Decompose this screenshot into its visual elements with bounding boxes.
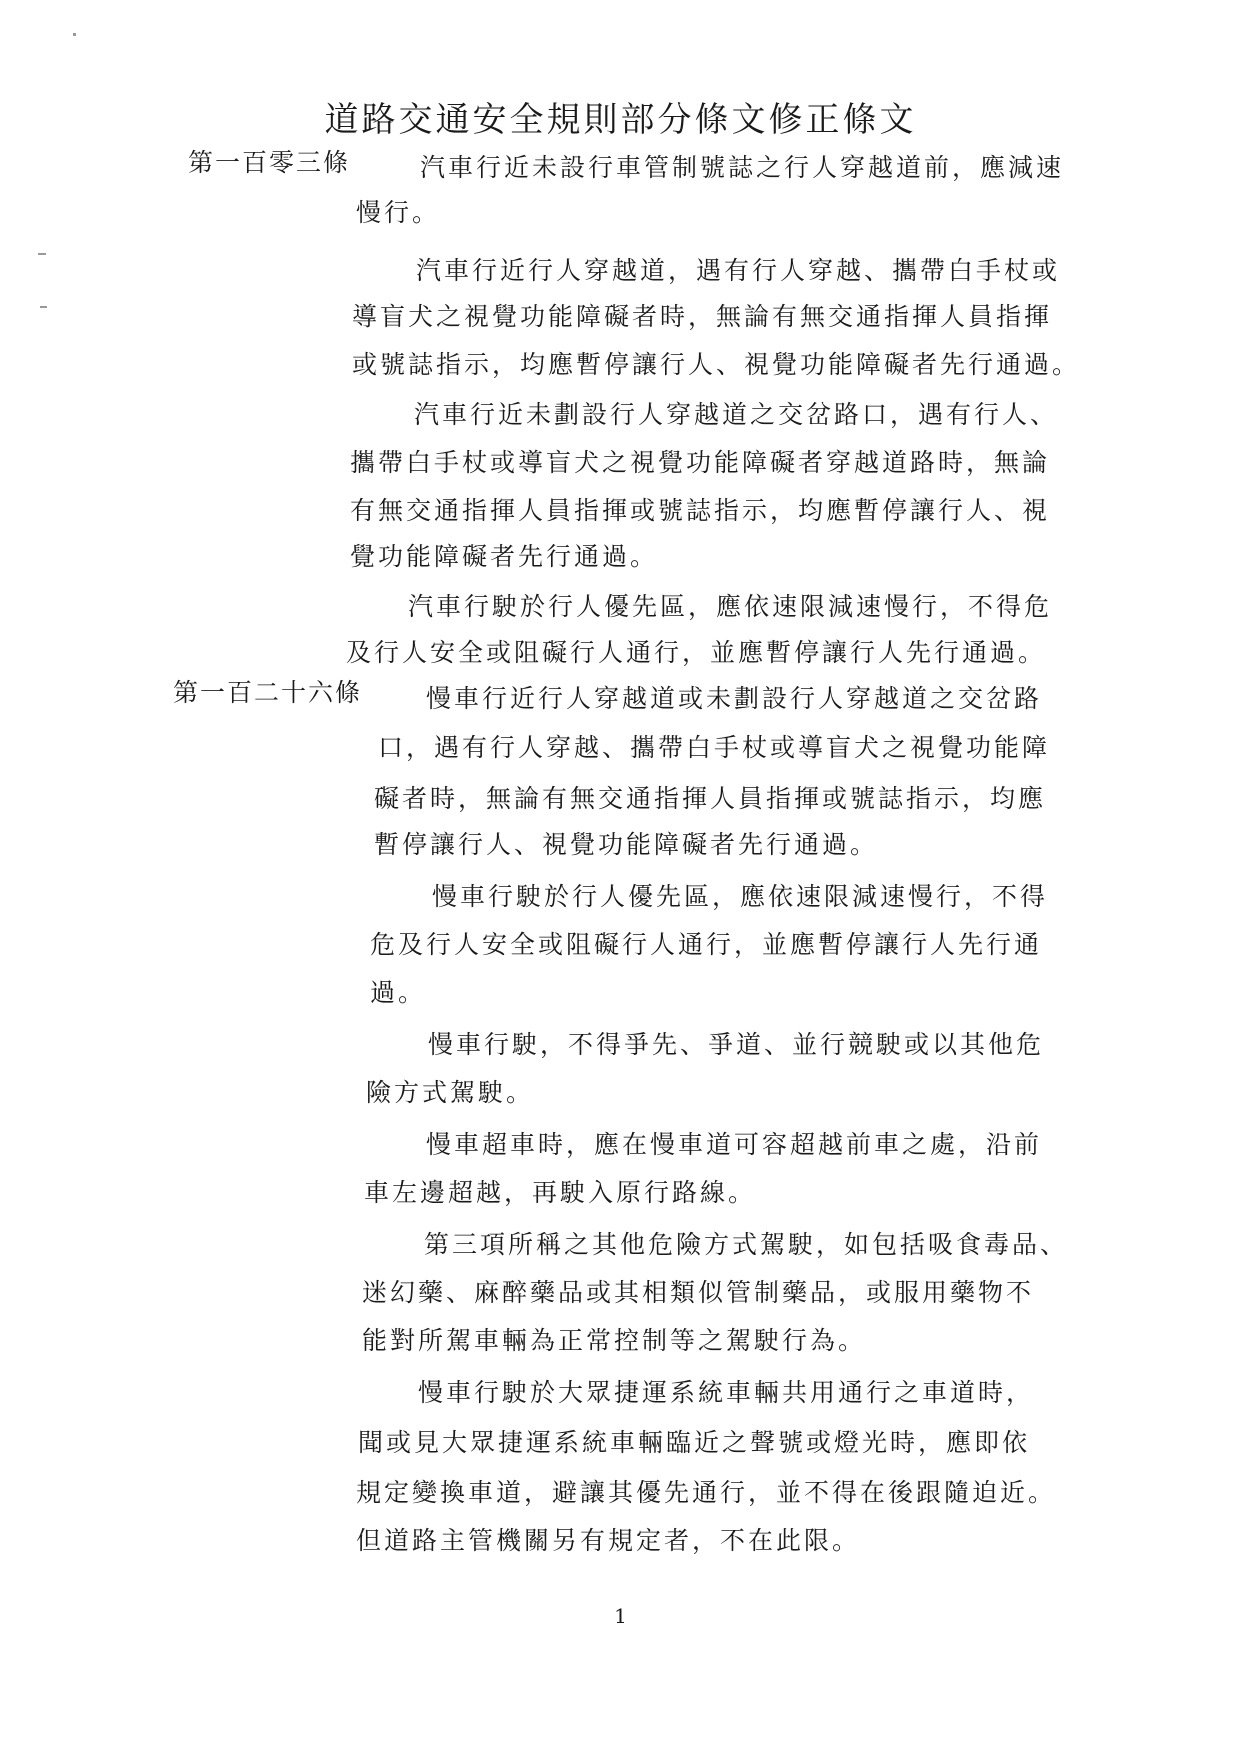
article-text-line: 慢行。: [356, 198, 441, 227]
article-text-line: 險方式駕駛。: [366, 1078, 535, 1107]
article-text-line: 慢車超車時，應在慢車道可容超越前車之處，沿前: [426, 1130, 1043, 1159]
article-text-line: 迷幻藥、麻醉藥品或其相類似管制藥品，或服用藥物不: [362, 1278, 1035, 1307]
scan-speck: [40, 306, 47, 308]
scan-speck: [38, 253, 46, 255]
article-text-line: 覺功能障礙者先行通過。: [350, 542, 659, 571]
article-text-line: 過。: [370, 978, 427, 1007]
page-number: 1: [614, 1604, 627, 1628]
article-text-line: 聞或見大眾捷運系統車輛臨近之聲號或燈光時，應即依: [358, 1428, 1031, 1457]
article-text-line: 但道路主管機關另有規定者，不在此限。: [356, 1526, 861, 1555]
article-text-line: 能對所駕車輛為正常控制等之駕駛行為。: [362, 1326, 867, 1355]
article-text-line: 規定變換車道，避讓其優先通行，並不得在後跟隨迫近。: [356, 1478, 1057, 1507]
article-text-line: 導盲犬之視覺功能障礙者時，無論有無交通指揮人員指揮: [352, 302, 1053, 331]
article-text-line: 汽車行近未劃設行人穿越道之交岔路口，遇有行人、: [414, 400, 1059, 429]
article-text-line: 慢車行近行人穿越道或未劃設行人穿越道之交岔路: [426, 684, 1043, 713]
article-text-line: 慢車行駛於行人優先區，應依速限減速慢行，不得: [432, 882, 1049, 911]
article-text-line: 慢車行駛，不得爭先、爭道、並行競駛或以其他危: [428, 1030, 1045, 1059]
document-title: 道路交通安全規則部分條文修正條文: [324, 100, 917, 140]
article-text-line: 汽車行駛於行人優先區，應依速限減速慢行，不得危: [408, 592, 1053, 621]
article-text-line: 及行人安全或阻礙行人通行，並應暫停讓行人先行通過。: [346, 638, 1047, 667]
article-text-line: 口，遇有行人穿越、攜帶白手杖或導盲犬之視覺功能障: [378, 733, 1051, 762]
article-text-line: 第三項所稱之其他危險方式駕駛，如包括吸食毒品、: [424, 1230, 1069, 1259]
article-text-line: 暫停讓行人、視覺功能障礙者先行通過。: [374, 830, 879, 859]
article-text-line: 攜帶白手杖或導盲犬之視覺功能障礙者穿越道路時，無論: [350, 448, 1051, 477]
scan-speck: [73, 33, 76, 36]
article-label: 第一百二十六條: [173, 678, 363, 707]
article-text-line: 礙者時，無論有無交通指揮人員指揮或號誌指示，均應: [374, 784, 1047, 813]
article-text-line: 有無交通指揮人員指揮或號誌指示，均應暫停讓行人、視: [350, 496, 1051, 525]
article-text-line: 或號誌指示，均應暫停讓行人、視覺功能障礙者先行通過。: [352, 350, 1081, 379]
article-text-line: 危及行人安全或阻礙行人通行，並應暫停讓行人先行通: [370, 930, 1043, 959]
article-text-line: 汽車行近未設行車管制號誌之行人穿越道前，應減速: [420, 153, 1065, 182]
article-text-line: 汽車行近行人穿越道，遇有行人穿越、攜帶白手杖或: [416, 256, 1061, 285]
article-text-line: 慢車行駛於大眾捷運系統車輛共用通行之車道時，: [418, 1378, 1035, 1407]
article-text-line: 車左邊超越，再駛入原行路線。: [364, 1178, 757, 1207]
article-label: 第一百零三條: [188, 148, 351, 177]
